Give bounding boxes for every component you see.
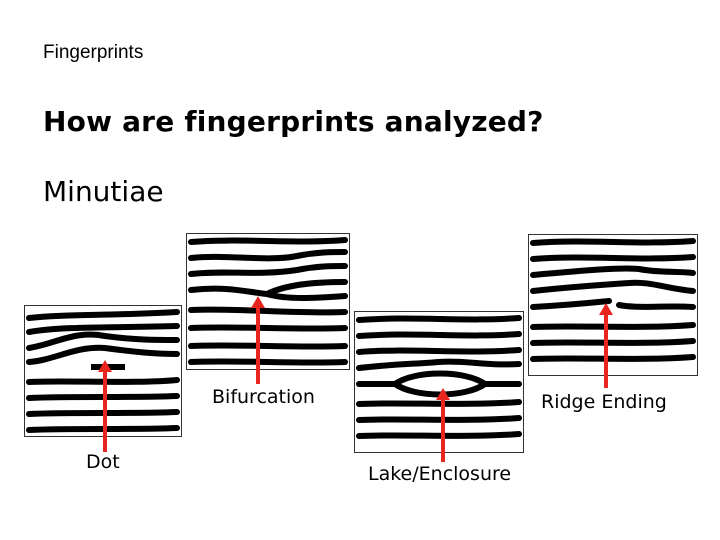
ridge-ending-arrowhead — [599, 303, 613, 315]
bifurcation-label: Bifurcation — [212, 386, 315, 408]
dot-arrowhead — [98, 360, 112, 372]
bifurcation-arrowhead — [251, 296, 265, 308]
lake-enclosure-label: Lake/Enclosure — [368, 463, 512, 485]
slide-subtitle: Minutiae — [43, 175, 164, 208]
lake-arrowhead — [436, 388, 450, 400]
ridge-ending-label: Ridge Ending — [541, 391, 667, 413]
dot-label: Dot — [86, 451, 120, 473]
slide-header: Fingerprints — [43, 42, 144, 63]
slide-title: How are fingerprints analyzed? — [43, 105, 544, 138]
